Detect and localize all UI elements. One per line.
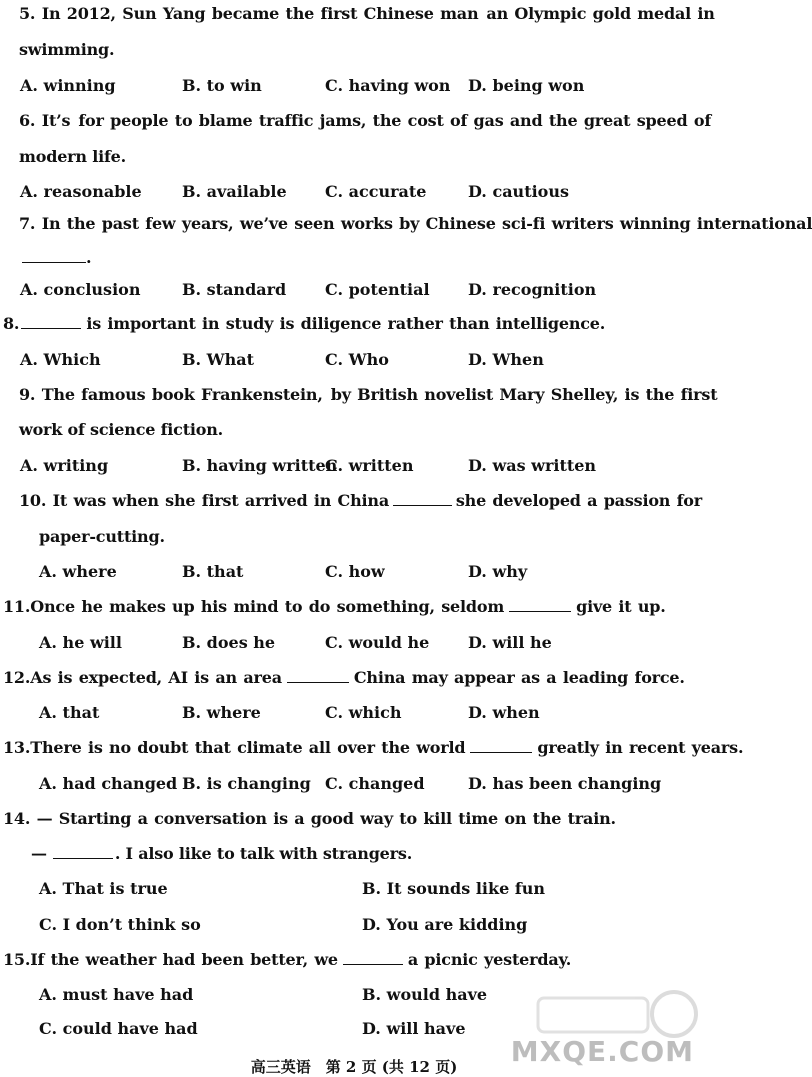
question-12-line-1 (3, 668, 685, 687)
option-a: A. that (39, 703, 100, 722)
option-b: B. where (182, 703, 261, 722)
page-footer: 高三英语 第 2 页 (共 12 页) (250, 1058, 458, 1076)
question-7-line-2 (22, 248, 91, 267)
option-b: B. What (182, 350, 255, 369)
question-text: As is expected, AI is an area (30, 668, 282, 687)
option-b: B. that (182, 562, 244, 581)
question-text: If the weather had been better, we (30, 950, 338, 969)
question-number: 10. (19, 491, 47, 510)
question-number: 11. (3, 597, 31, 616)
option-d: D. has been changing (468, 774, 662, 793)
question-10-line-2: paper-cutting. (39, 527, 165, 546)
dash: — (31, 844, 47, 863)
option-b: B. having written (182, 456, 338, 475)
question-text: . (86, 248, 92, 267)
option-d: D. will he (468, 633, 552, 652)
question-text: In 2012, Sun Yang became the first Chinese man (41, 4, 479, 23)
question-8-line-1 (3, 314, 605, 333)
question-number: 15. (3, 950, 31, 969)
question-6-line-1 (19, 111, 712, 130)
answer-blank (22, 248, 86, 263)
question-7-line-1 (19, 214, 812, 233)
question-text: by British novelist Mary Shelley, is the first (330, 385, 718, 404)
question-13-line-1 (3, 738, 743, 757)
answer-blank (509, 597, 571, 612)
answer-blank (287, 668, 349, 683)
question-text: she developed a passion for (455, 491, 702, 510)
question-14-line-1 (3, 809, 616, 828)
question-14-line-2 (31, 844, 412, 863)
question-text: for people to blame traffic jams, the cost of gas and the great speed of (78, 111, 712, 130)
option-d: D. when (468, 703, 540, 722)
watermark-text: MXQE.COM (510, 1035, 694, 1068)
question-text: give it up. (576, 597, 666, 616)
answer-blank (53, 844, 113, 859)
option-c: C. could have had (39, 1019, 198, 1038)
question-text: In the past few years, we’ve seen works by Chinese sci-fi writers winning international (41, 214, 812, 233)
option-b: B. It sounds like fun (362, 879, 545, 898)
question-text: is important in study is diligence rather than intelligence. (86, 314, 606, 333)
option-d: D. being won (468, 76, 585, 95)
option-a: A. must have had (39, 985, 194, 1004)
answer-blank (343, 950, 403, 965)
question-text: The famous book Frankenstein, (41, 385, 323, 404)
option-c: C. how (325, 562, 385, 581)
option-a: A. conclusion (20, 280, 141, 299)
option-a: A. winning (20, 76, 116, 95)
option-c: C. written (325, 456, 414, 475)
answer-blank (21, 314, 81, 329)
question-text: There is no doubt that climate all over the world (30, 738, 466, 757)
question-text: Once he makes up his mind to do something, seldom (30, 597, 505, 616)
option-d: D. When (468, 350, 544, 369)
option-a: A. writing (20, 456, 109, 475)
option-a: A. had changed (39, 774, 178, 793)
question-number: 13. (3, 738, 31, 757)
question-number: 7. (19, 214, 36, 233)
option-b: B. to win (182, 76, 262, 95)
option-d: D. recognition (468, 280, 597, 299)
option-b: B. is changing (182, 774, 311, 793)
question-number: 9. (19, 385, 36, 404)
question-number: 8. (3, 314, 20, 333)
answer-blank (470, 738, 532, 753)
question-10-line-1 (19, 491, 702, 510)
option-c: C. would he (325, 633, 430, 652)
option-b: B. does he (182, 633, 276, 652)
option-b: B. available (182, 182, 287, 201)
option-d: D. why (468, 562, 528, 581)
question-text: It was when she first arrived in China (52, 491, 389, 510)
option-a: A. reasonable (20, 182, 142, 201)
question-number: 5. (19, 4, 36, 23)
question-text: — Starting a conversation is a good way to kill time on the train. (36, 809, 616, 828)
option-d: D. cautious (468, 182, 569, 201)
option-a: A. he will (39, 633, 122, 652)
question-9-line-2: work of science fiction. (19, 420, 224, 439)
question-11-line-1 (3, 597, 666, 616)
question-text: It’s (41, 111, 71, 130)
question-9-line-1 (19, 385, 718, 404)
option-c: C. Who (325, 350, 389, 369)
question-6-line-2: modern life. (19, 147, 126, 166)
question-number: 6. (19, 111, 36, 130)
answer-blank (393, 491, 452, 506)
option-c: C. changed (325, 774, 425, 793)
question-number: 12. (3, 668, 31, 687)
option-a: A. Which (20, 350, 101, 369)
question-text: China may appear as a leading force. (353, 668, 685, 687)
option-c: C. which (325, 703, 402, 722)
option-b: B. would have (362, 985, 488, 1004)
question-5-line-1 (19, 4, 715, 23)
option-a: A. That is true (39, 879, 168, 898)
question-text: . I also like to talk with strangers. (114, 844, 413, 863)
question-text: greatly in recent years. (537, 738, 744, 757)
option-c: C. accurate (325, 182, 427, 201)
option-a: A. where (39, 562, 117, 581)
option-c: C. I don’t think so (39, 915, 201, 934)
option-c: C. having won (325, 76, 451, 95)
question-text: an Olympic gold medal in (486, 4, 715, 23)
question-text: a picnic yesterday. (407, 950, 572, 969)
option-b: B. standard (182, 280, 287, 299)
question-15-line-1 (3, 950, 571, 969)
option-d: D. will have (362, 1019, 466, 1038)
question-number: 14. (3, 809, 31, 828)
question-5-line-2: swimming. (19, 40, 115, 59)
option-d: D. You are kidding (362, 915, 528, 934)
option-c: C. potential (325, 280, 430, 299)
option-d: D. was written (468, 456, 597, 475)
